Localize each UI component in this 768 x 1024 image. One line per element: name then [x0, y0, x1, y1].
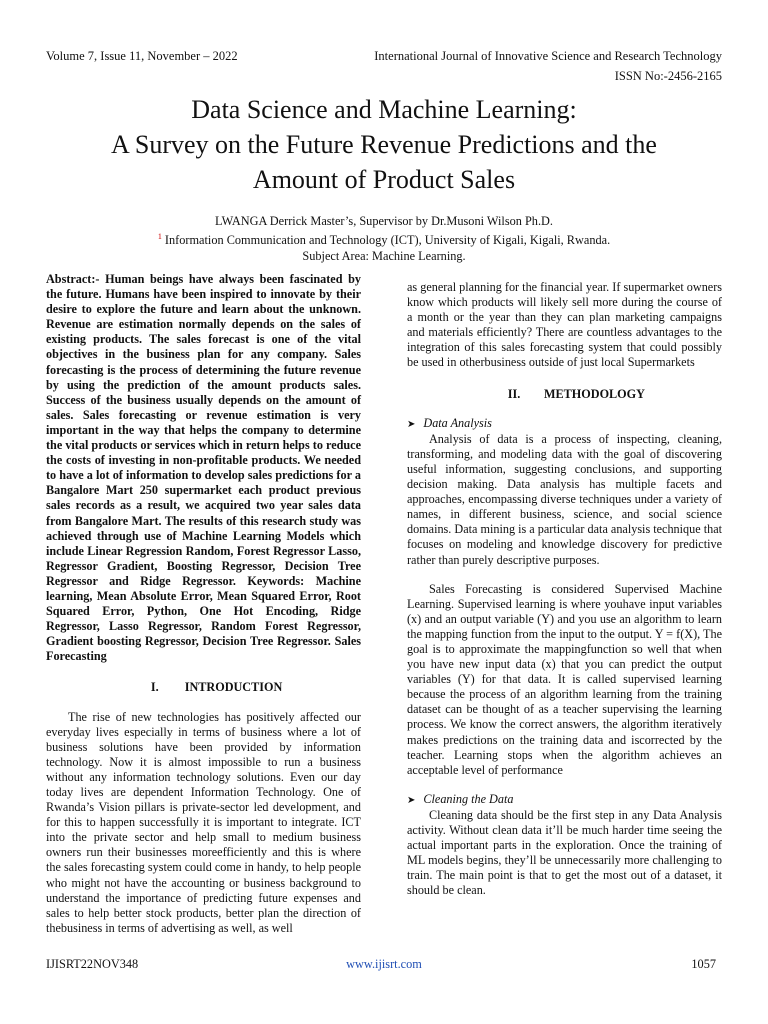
footer-website-link[interactable]: www.ijisrt.com — [346, 957, 422, 971]
author-block — [30, 213, 738, 264]
subsection-cleaning-data — [407, 792, 722, 808]
paper-title — [30, 92, 738, 197]
section-number: I. — [150, 680, 159, 695]
author-affiliation: Information Communication and Technology (ICT), University of Kigali, Kigali, Rwanda. — [161, 233, 611, 248]
subsection-title: Data Analysis — [423, 415, 492, 430]
footer-paper-id: IJISRT22NOV348 — [46, 957, 139, 971]
introduction-paragraph: The rise of new technologies has positively affected our everyday lives especially in terms of business where a lot of business solutions have been provided by information technology. Now it is almost impossible to run a business without any information technology solutions. Even our day today lives are dependent Information Technology. One of Rwanda’s Vision pillars is private-sector led development, and for this to happen successfully it is important to integrate. ICT into the private sector and help small to medium business owners run their businesses moreefficiently and this is where the sales forecasting system could come in handy, to help people who might not have the accounting or business background to understand the importance of predicting future expenses and sales to help better stock products, better plan the direction of thebusiness in terms of advertising as well, as well — [46, 709, 361, 935]
header-issn: ISSN No:-2456-2165 — [614, 69, 722, 83]
section-heading-introduction — [46, 680, 361, 695]
author-names: LWANGA Derrick Master’s, Supervisor by Dr.Musoni Wilson Ph.D. — [215, 214, 553, 228]
sales-forecasting-paragraph: Sales Forecasting is considered Supervised Machine Learning. Supervised learning is where youhave input variables (x) and an output variable (Y) and you use an algorithm to learn the mapping function from the input to the output. Y = f(X), The goal is to approximate the mappingfunction so well that when you have new input data (x) that you can predict the output variables (Y) for that data. It is called supervised learning because the process of an algorithm learning from the training dataset can be thought of as a teacher supervising the learning process. We know the correct answers, the algorithm iteratively makes predictions on the training data and iscorrected by the teacher. Learning stops when the algorithm achieves an acceptable level of performance — [407, 581, 722, 777]
arrow-bullet-icon: ➤ — [407, 418, 416, 430]
section-number: II. — [507, 386, 521, 401]
header-volume: Volume 7, Issue 11, November – 2022 — [46, 49, 238, 63]
section-title: METHODOLOGY — [544, 386, 645, 401]
section-heading-methodology — [407, 387, 722, 402]
data-analysis-paragraph: Analysis of data is a process of inspecting, cleaning, transforming, and modeling data with the goal of discovering useful information, suggesting conclusions, and supporting decision making. Data analysis has multiple facets and approaches, encompassing diverse techniques under a variety of names, in different business, science, and social science domains. Data mining is a particular data analysis technique that focuses on modeling and knowledge discovery for predictive rather than purely descriptive purposes. — [407, 431, 722, 567]
introduction-continued: as general planning for the financial year. If supermarket owners know which products will likely sell more during the course of a month or the year than they can plan marketing campaigns and materials efficiently? There are countless advantages to the integration of this sales forecasting system that could possibly be used in otherbusiness outside of just local Supermarkets — [407, 280, 722, 370]
section-title: INTRODUCTION — [184, 680, 283, 695]
author-affiliation-line — [30, 229, 738, 248]
title-line-1: Data Science and Machine Learning: — [191, 95, 577, 124]
title-line-3: Amount of Product Sales — [252, 165, 516, 194]
header-journal: International Journal of Innovative Science and Research Technology — [374, 49, 722, 63]
right-column — [407, 280, 722, 898]
subject-area: Subject Area: Machine Learning. — [302, 249, 466, 264]
abstract: Abstract:- Human beings have always been fascinated by the future. Humans have been inspired to innovate by their desire to explore the future and learn about the unknown. Revenue are estimation normally depends on the sales of existing products. The sales forecast is one of the vital objectives in the business plan for any company. Sales forecasting is the process of determining the future revenue by using the prediction of the amount products sales. Success of the business usually depends on the amount of sales. Sales forecasting or revenue estimation is very important in the way that helps the company to determine the vital products or services which in return helps to reduce the costs of investing in non-profitable products. We needed to have a lot of information to develop sales predictions for a Bangalore Mart 250 supermarket each product previous sales records as a result, we acquired two year sales data from Bangalore Mart. The results of this research study was achieved through use of Machine Learning Models which include Linear Regression Random, Forest Regressor Lasso, Regressor Gradient, Boosting Regressor, Decision Tree Regressor and Ridge Regressor. Keywords: Machine learning, Mean Absolute Error, Mean Squared Error, Root Squared Error, Python, One Hot Encoding, Ridge Regressor, Lasso Regressor, Random Forest Regressor, Gradient boosting Regressor, Decision Tree Regressor. Sales Forecasting — [46, 272, 361, 664]
title-line-2: A Survey on the Future Revenue Predictions and the — [111, 130, 657, 159]
arrow-bullet-icon: ➤ — [407, 794, 416, 806]
subsection-data-analysis — [407, 416, 722, 432]
left-column — [46, 272, 361, 936]
footer-page-number: 1057 — [691, 957, 716, 971]
subsection-title: Cleaning the Data — [423, 791, 514, 806]
affiliation-mark: 1 — [157, 232, 162, 241]
cleaning-data-paragraph: Cleaning data should be the first step in any Data Analysis activity. Without clean data it’ll be much harder time seeing the actual important parts in the exploration. Once the training of ML models begins, they’ll be unnecessarily more challenging to train. The main point is that to get the most out of a dataset, it should be clean. — [407, 807, 722, 898]
